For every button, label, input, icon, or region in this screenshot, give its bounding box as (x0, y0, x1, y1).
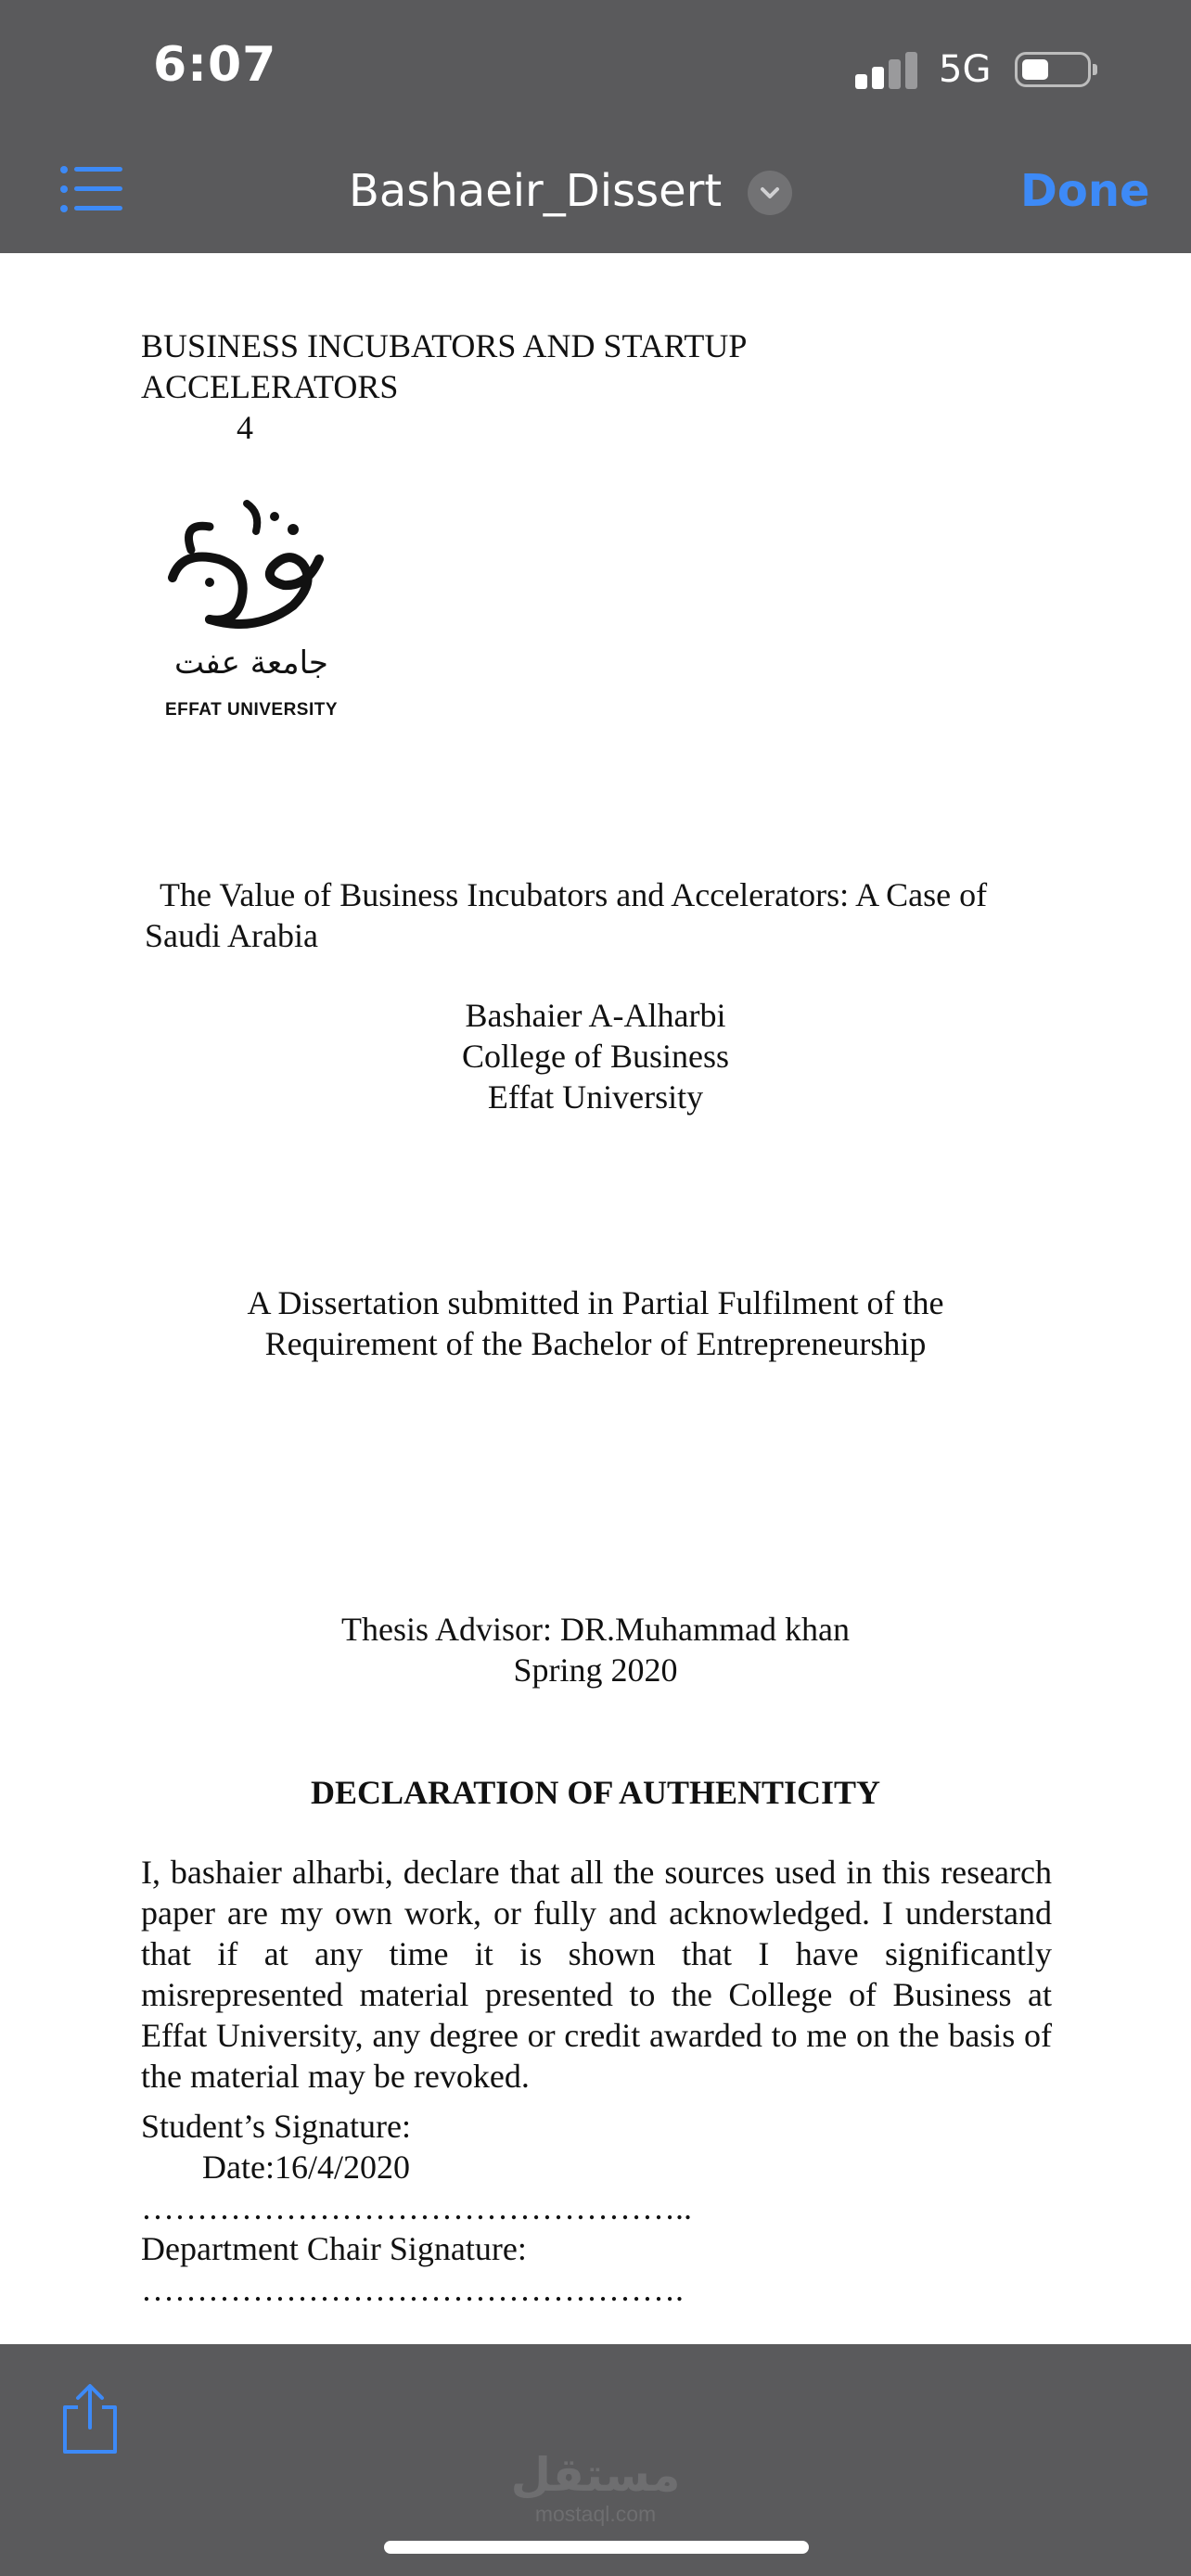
title-line-1: The Value of Business Incubators and Accelerators: A Case of (160, 876, 988, 913)
term: Spring 2020 (513, 1651, 678, 1689)
logo-english-text: EFFAT UNIVERSITY (164, 700, 339, 720)
submission-line-2: Requirement of the Bachelor of Entrepreneurship (264, 1325, 927, 1362)
submission-line-1: A Dissertation submitted in Partial Fulfilment of the (247, 1284, 944, 1321)
running-head-line-2: ACCELERATORS (141, 368, 399, 405)
thesis-advisor: Thesis Advisor: DR.Muhammad khan (341, 1611, 850, 1648)
chair-signature-label: Department Chair Signature: (141, 2230, 527, 2267)
watermark-arabic: مستقل (510, 2448, 681, 2502)
document-title: Bashaeir_Dissert (349, 165, 723, 217)
effat-university-logo (154, 494, 358, 721)
document-page (0, 253, 1191, 2344)
calligraphy-logo-icon (154, 494, 349, 643)
bottom-toolbar (0, 2344, 1191, 2576)
title-line-2: Saudi Arabia (145, 917, 318, 954)
home-indicator[interactable] (384, 2541, 809, 2554)
watermark (0, 2448, 1191, 2526)
signature-line-2: …………………………………………. (141, 2271, 684, 2308)
author-name: Bashaier A-Alharbi (465, 997, 726, 1034)
battery-icon (1015, 52, 1091, 87)
list-icon[interactable] (59, 165, 124, 213)
college-name: College of Business (462, 1038, 729, 1075)
student-signature-label: Student’s Signature: (141, 2108, 411, 2145)
declaration-heading: DECLARATION OF AUTHENTICITY (310, 1774, 881, 1811)
university-name: Effat University (487, 1078, 704, 1116)
declaration-text: I, bashaier alharbi, declare that all the sources used in this research paper are my own work, or fully and acknowledged. I understand that if at any time it is shown that I have significantly misrepresented material presented to the College of Business at Effat University, any degree or credit awarded to me on the basis of the material may be revoked. (141, 1854, 1052, 2095)
watermark-english: mostaql.com (534, 2502, 657, 2526)
chevron-down-icon[interactable] (748, 171, 792, 215)
signature-line-1: ………………………………………….. (141, 2189, 692, 2226)
logo-arabic-text: جامعة عفت (174, 644, 328, 682)
date-label: Date:16/4/2020 (202, 2149, 410, 2186)
carrier-label: 5G (939, 48, 992, 91)
status-time: 6:07 (153, 37, 277, 93)
top-bar (0, 0, 1191, 253)
cellular-signal-icon (855, 52, 920, 89)
done-button[interactable]: Done (1020, 165, 1150, 217)
page-number: 4 (237, 409, 253, 446)
share-icon[interactable] (58, 2381, 122, 2455)
running-head-line-1: BUSINESS INCUBATORS AND STARTUP (141, 327, 748, 364)
